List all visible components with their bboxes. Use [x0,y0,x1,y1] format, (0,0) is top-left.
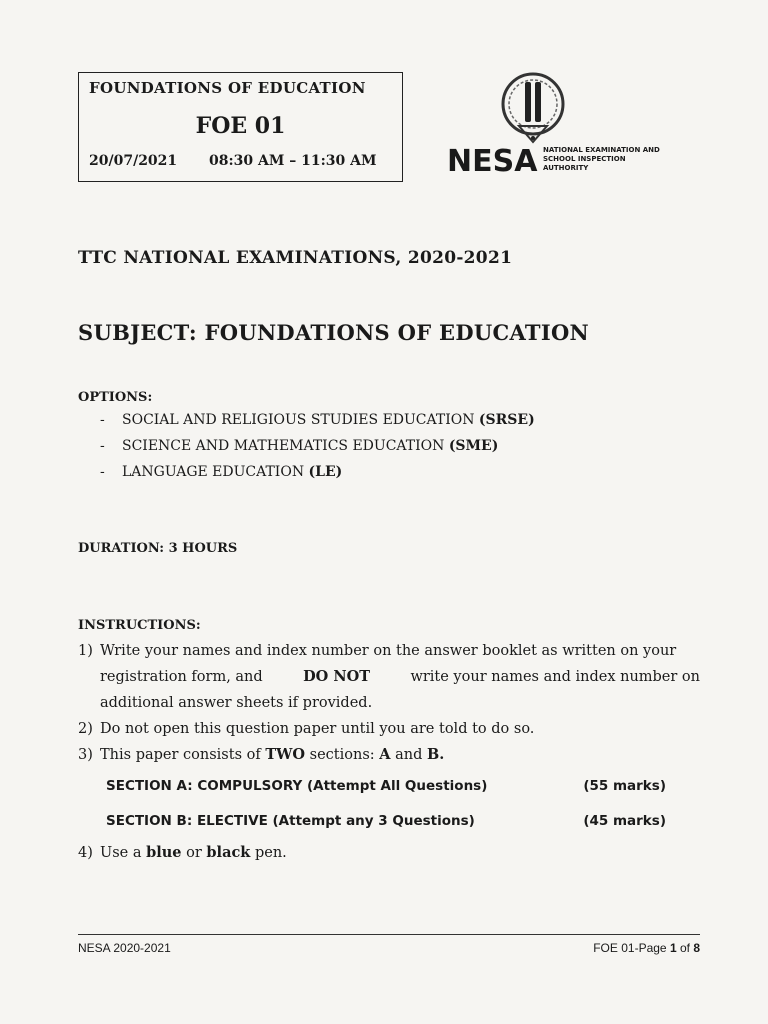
footer-left-text: NESA 2020-2021 [78,941,171,955]
nesa-emblem-icon [485,70,575,148]
instructions-label: INSTRUCTIONS: [78,618,201,633]
header-course-code: FOE 01 [195,113,286,139]
header-date: 20/07/2021 [89,153,178,169]
exam-header-box [78,72,403,182]
section-a-row [106,778,666,794]
header-subject: FOUNDATIONS OF EDUCATION [89,79,366,97]
option-item: - LANGUAGE EDUCATION (LE) [100,464,343,480]
subject-title: SUBJECT: FOUNDATIONS OF EDUCATION [78,320,590,345]
instruction-1-line-1: 1) Write your names and index number on the answer booklet as written on your [78,643,677,659]
instruction-3: 3) This paper consists of TWO sections: A and B. [78,746,445,763]
exam-title: TTC NATIONAL EXAMINATIONS, 2020-2021 [78,248,513,268]
section-b-row [106,813,666,829]
duration: DURATION: 3 HOURS [78,541,238,556]
section-a-label: SECTION A: COMPULSORY (Attempt All Questions) [106,778,488,794]
instructions-list [78,638,700,768]
instruction-2: 2) Do not open this question paper until you are told to do so. [78,721,535,737]
logo-authority-text: NATIONAL EXAMINATION AND SCHOOL INSPECTION AUTHORITY [543,146,660,172]
option-item: - SCIENCE AND MATHEMATICS EDUCATION (SME) [100,438,499,454]
options-list [100,412,535,490]
options-label: OPTIONS: [78,390,153,405]
header-time: 08:30 AM – 11:30 AM [209,153,377,169]
nesa-logo [445,70,675,180]
instruction-1-line-3: additional answer sheets if provided. [100,695,373,711]
instruction-4: 4) Use a blue or black pen. [78,844,287,861]
section-b-label: SECTION B: ELECTIVE (Attempt any 3 Questions) [106,813,475,829]
logo-wordmark: NESA [447,144,538,179]
option-item: - SOCIAL AND RELIGIOUS STUDIES EDUCATION (SRSE) [100,412,535,428]
section-a-marks: (55 marks) [583,778,666,794]
footer-divider [78,934,700,935]
section-b-marks: (45 marks) [583,813,666,829]
instruction-1-line-2: registration form, and DO NOT write your names and index number on [100,668,700,685]
footer-page-number: FOE 01-Page 1 of 8 [593,941,700,955]
